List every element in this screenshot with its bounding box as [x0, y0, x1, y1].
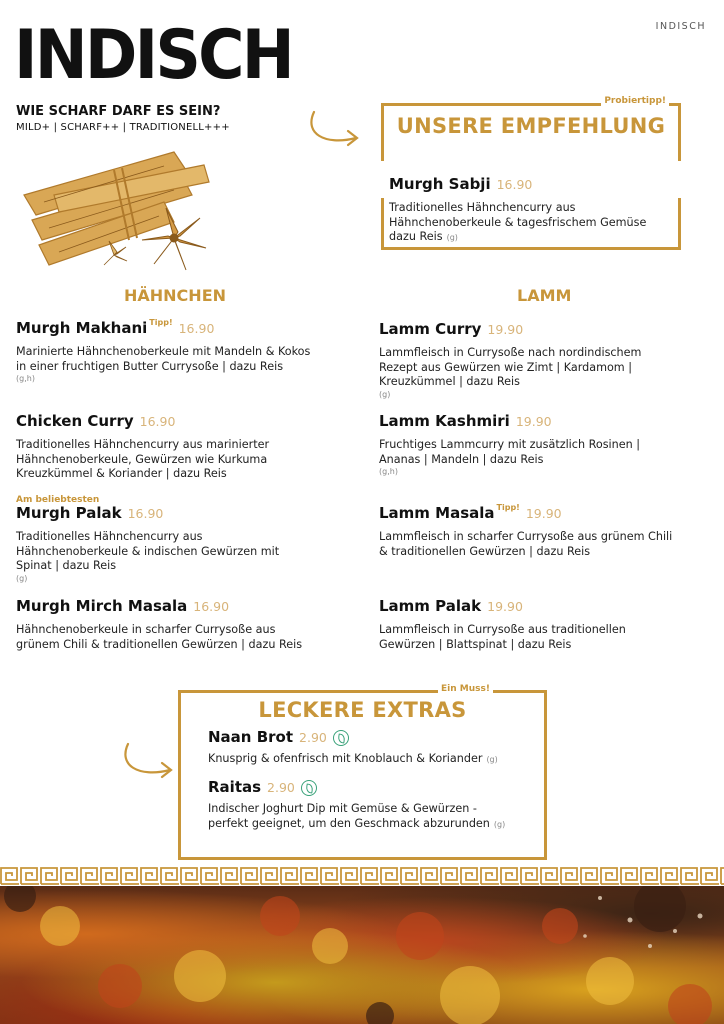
dish-price: 16.90: [127, 506, 164, 521]
dish-name: Lamm Curry: [379, 320, 482, 338]
dish-description: Indischer Joghurt Dip mit Gemüse & Gewürzen - perfekt geeignet, um den Geschmack abzurunden: [208, 802, 490, 830]
allergen-info: (g): [446, 233, 458, 243]
allergen-info: (g,h): [379, 467, 398, 477]
curved-arrow-icon: [304, 108, 364, 153]
menu-item-chicken-curry: [16, 412, 316, 482]
dish-price: 19.90: [515, 414, 552, 429]
cinnamon-star-anise-illustration: [14, 140, 219, 278]
extras-box: [178, 684, 547, 860]
dish-name: Raitas: [208, 778, 262, 796]
tip-badge: Tipp!: [149, 318, 173, 327]
extra-item-raitas: [208, 778, 528, 832]
extras-badge: Ein Muss!: [438, 684, 493, 694]
vegetarian-leaf-icon: [301, 780, 317, 796]
menu-item-lamm-palak: [379, 597, 679, 652]
dish-name: Murgh Mirch Masala: [16, 597, 188, 615]
allergen-info: (g): [379, 389, 391, 399]
dish-price: 16.90: [139, 414, 176, 429]
category-tag: INDISCH: [655, 21, 706, 32]
dish-price: 16.90: [496, 177, 533, 192]
dish-description: Lammfleisch in Currysoße nach nordindischem Rezept aus Gewürzen wie Zimt | Kardamom | Kreuzkümmel | dazu Reis: [379, 346, 642, 389]
menu-item-lamm-masala: [379, 504, 679, 559]
allergen-info: (g): [486, 755, 498, 764]
popular-badge: Am beliebtesten: [16, 495, 100, 505]
dish-price: 19.90: [487, 599, 523, 614]
vegetarian-leaf-icon: [333, 730, 349, 746]
page-title: INDISCH: [14, 16, 292, 95]
dish-name: Lamm Kashmiri: [379, 412, 510, 430]
extra-item-naan-brot: [208, 728, 538, 768]
dish-name: Murgh Makhani: [16, 319, 148, 337]
recommendation-box: [381, 96, 681, 248]
tip-badge: Tipp!: [496, 503, 520, 512]
dish-name: Naan Brot: [208, 728, 294, 746]
dish-description: Knusprig & ofenfrisch mit Knoblauch & Koriander: [208, 752, 483, 765]
dish-price: 2.90: [267, 780, 295, 795]
allergen-info: (g): [16, 573, 28, 583]
dish-description: Traditionelles Hähnchencurry aus Hähnchenoberkeule & tagesfrischem Gemüse dazu Reis (g): [389, 201, 647, 244]
menu-item-murgh-palak: [16, 504, 316, 583]
menu-item-murgh-mirch-masala: [16, 597, 316, 652]
dish-description: Hähnchenoberkeule in scharfer Currysoße aus grünem Chili & traditionellen Gewürzen | dazu Reis: [16, 623, 303, 651]
dish-description: Traditionelles Hähnchencurry aus Hähnchenoberkeule & indischen Gewürzen mit Spinat | dazu Reis: [16, 530, 280, 573]
dish-price: 16.90: [193, 599, 230, 614]
dish-description: Fruchtiges Lammcurry mit zusätzlich Rosinen | Ananas | Mandeln | dazu Reis: [379, 438, 641, 466]
menu-item-lamm-curry: [379, 320, 679, 399]
dish-description: Traditionelles Hähnchencurry aus marinierter Hähnchenoberkeule, Gewürzen wie Kurkuma Kreuzkümmel & Koriander | dazu Reis: [16, 438, 270, 481]
spice-question: WIE SCHARF DARF ES SEIN?: [16, 104, 221, 119]
curved-arrow-icon: [118, 740, 178, 785]
dish-price: 16.90: [178, 321, 215, 336]
dish-description: Lammfleisch in Currysoße aus traditionellen Gewürzen | Blattspinat | dazu Reis: [379, 623, 626, 651]
chicken-heading: HÄHNCHEN: [124, 286, 227, 305]
extras-heading: LECKERE EXTRAS: [258, 698, 467, 722]
menu-item-murgh-makhani: [16, 319, 316, 383]
dish-name: Lamm Masala: [379, 504, 495, 522]
lamb-heading: LAMM: [517, 286, 572, 305]
menu-item-lamm-kashmiri: [379, 412, 679, 476]
allergen-info: (g): [493, 819, 506, 829]
dish-description: Marinierte Hähnchenoberkeule mit Mandeln & Kokos in einer fruchtigen Butter Currysoße | dazu Reis: [16, 345, 311, 373]
recommended-dish: [389, 175, 532, 193]
dish-name: Chicken Curry: [16, 412, 134, 430]
spice-levels: MILD+ | SCHARF++ | TRADITIONELL+++: [16, 122, 230, 133]
dish-name: Murgh Palak: [16, 504, 122, 522]
dish-name: Lamm Palak: [379, 597, 482, 615]
recommendation-badge: Probiertipp!: [601, 96, 669, 106]
dish-description: Lammfleisch in scharfer Currysoße aus grünem Chili & traditionellen Gewürzen | dazu Reis: [379, 530, 673, 558]
dish-price: 19.90: [487, 322, 524, 337]
greek-key-border: [0, 866, 724, 886]
allergen-info: (g,h): [16, 374, 35, 384]
dish-price: 2.90: [299, 730, 327, 745]
dish-price: 19.90: [525, 506, 562, 521]
spice-photo-background: [0, 886, 724, 1024]
dish-name: Murgh Sabji: [389, 175, 491, 193]
recommendation-heading: UNSERE EMPFEHLUNG: [396, 114, 666, 138]
